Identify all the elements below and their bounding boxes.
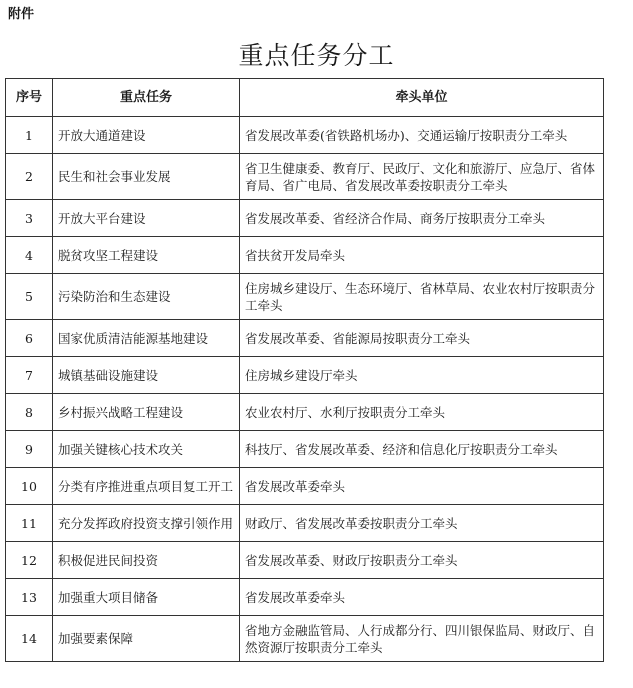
row-number: 8 — [6, 394, 53, 431]
row-lead-unit: 住房城乡建设厅牵头 — [240, 357, 604, 394]
table-row — [6, 154, 604, 200]
row-number: 7 — [6, 357, 53, 394]
row-task: 脱贫攻坚工程建设 — [53, 237, 240, 274]
task-division-table — [5, 78, 604, 662]
table-row — [6, 468, 604, 505]
row-lead-unit: 省卫生健康委、教育厅、民政厅、文化和旅游厅、应急厅、省体育局、省广电局、省发展改革委按职责分工牵头 — [240, 154, 604, 200]
header-task: 重点任务 — [53, 79, 240, 117]
row-lead-unit: 科技厅、省发展改革委、经济和信息化厅按职责分工牵头 — [240, 431, 604, 468]
row-number: 1 — [6, 117, 53, 154]
row-task: 积极促进民间投资 — [53, 542, 240, 579]
row-task: 加强重大项目储备 — [53, 579, 240, 616]
table-row — [6, 505, 604, 542]
row-lead-unit: 住房城乡建设厅、生态环境厅、省林草局、农业农村厅按职责分工牵头 — [240, 274, 604, 320]
row-task: 开放大平台建设 — [53, 200, 240, 237]
header-number: 序号 — [6, 79, 53, 117]
table-row — [6, 579, 604, 616]
table-row — [6, 274, 604, 320]
row-task: 加强关键核心技术攻关 — [53, 431, 240, 468]
row-task: 乡村振兴战略工程建设 — [53, 394, 240, 431]
row-task: 加强要素保障 — [53, 616, 240, 662]
row-number: 6 — [6, 320, 53, 357]
row-number: 2 — [6, 154, 53, 200]
attachment-label: 附件 — [8, 7, 35, 22]
row-lead-unit: 农业农村厅、水利厅按职责分工牵头 — [240, 394, 604, 431]
row-task: 污染防治和生态建设 — [53, 274, 240, 320]
table-row — [6, 616, 604, 662]
table-row — [6, 117, 604, 154]
table-row — [6, 357, 604, 394]
row-task: 国家优质清洁能源基地建设 — [53, 320, 240, 357]
row-lead-unit: 省发展改革委牵头 — [240, 579, 604, 616]
table-row — [6, 320, 604, 357]
row-number: 3 — [6, 200, 53, 237]
row-number: 5 — [6, 274, 53, 320]
row-number: 14 — [6, 616, 53, 662]
row-task: 城镇基础设施建设 — [53, 357, 240, 394]
row-task: 充分发挥政府投资支撑引领作用 — [53, 505, 240, 542]
row-number: 12 — [6, 542, 53, 579]
table-row — [6, 200, 604, 237]
row-lead-unit: 省发展改革委、财政厅按职责分工牵头 — [240, 542, 604, 579]
header-lead-unit: 牵头单位 — [240, 79, 604, 117]
table-row — [6, 394, 604, 431]
row-lead-unit: 省发展改革委牵头 — [240, 468, 604, 505]
table-header-row — [6, 79, 604, 117]
row-lead-unit: 省发展改革委、省能源局按职责分工牵头 — [240, 320, 604, 357]
table-row — [6, 237, 604, 274]
table-row — [6, 431, 604, 468]
row-lead-unit: 省地方金融监管局、人行成都分行、四川银保监局、财政厅、自然资源厅按职责分工牵头 — [240, 616, 604, 662]
row-lead-unit: 省扶贫开发局牵头 — [240, 237, 604, 274]
row-lead-unit: 财政厅、省发展改革委按职责分工牵头 — [240, 505, 604, 542]
row-number: 11 — [6, 505, 53, 542]
row-number: 9 — [6, 431, 53, 468]
row-lead-unit: 省发展改革委(省铁路机场办)、交通运输厅按职责分工牵头 — [240, 117, 604, 154]
row-number: 13 — [6, 579, 53, 616]
document-title: 重点任务分工 — [238, 41, 395, 70]
row-number: 10 — [6, 468, 53, 505]
table-row — [6, 542, 604, 579]
row-task: 分类有序推进重点项目复工开工 — [53, 468, 240, 505]
row-task: 开放大通道建设 — [53, 117, 240, 154]
row-number: 4 — [6, 237, 53, 274]
row-task: 民生和社会事业发展 — [53, 154, 240, 200]
row-lead-unit: 省发展改革委、省经济合作局、商务厅按职责分工牵头 — [240, 200, 604, 237]
